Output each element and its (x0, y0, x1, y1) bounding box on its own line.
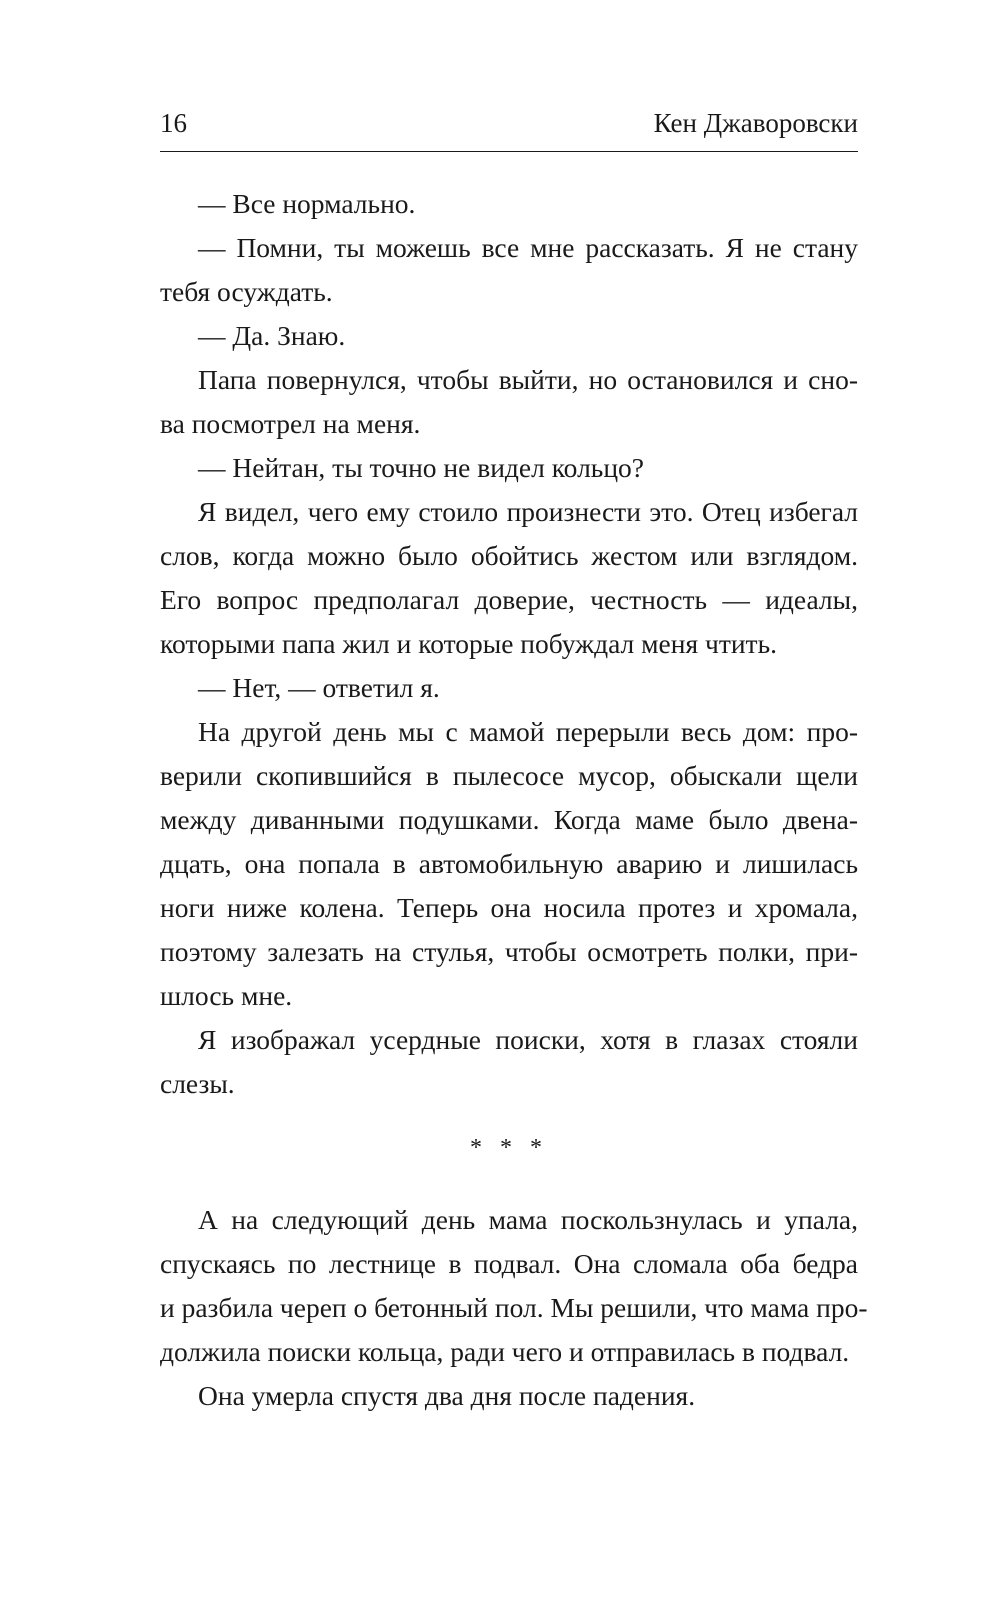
text-line: должила поиски кольца, ради чего и отправилась в подвал. (160, 1336, 850, 1367)
text-line: слезы. (160, 1068, 235, 1099)
book-page (160, 108, 868, 1418)
text-line: Она умерла спустя два дня после падения. (198, 1380, 696, 1411)
text-line: — Все нормально. (198, 188, 416, 219)
paragraph (160, 182, 858, 226)
text-line: шлось мне. (160, 980, 293, 1011)
text-line: Я видел, чего ему стоило произнести это. Отец избегал (198, 496, 858, 527)
paragraph (160, 710, 858, 1018)
paragraph (160, 226, 858, 314)
running-head (160, 110, 858, 152)
paragraph (160, 358, 858, 446)
text-line: ва посмотрел на меня. (160, 408, 421, 439)
text-section-before (160, 182, 858, 1106)
text-line: Папа повернулся, чтобы выйти, но остановился и сно- (198, 364, 858, 395)
paragraph (160, 1018, 858, 1106)
text-line: На другой день мы с мамой перерыли весь дом: про- (198, 716, 858, 747)
text-line: — Нет, — ответил я. (198, 672, 440, 703)
text-line: — Да. Знаю. (198, 320, 346, 351)
text-line: А на следующий день мама поскользнулась и упала, (198, 1204, 858, 1235)
paragraph (160, 1198, 868, 1374)
text-line: спускаясь по лестнице в подвал. Она сломала оба бедра (160, 1248, 858, 1279)
paragraph (160, 1374, 858, 1418)
paragraph (160, 314, 858, 358)
body-text (160, 182, 868, 1418)
text-line: и разбила череп о бетонный пол. Мы решили, что мама про- (160, 1292, 868, 1323)
text-line: тебя осуждать. (160, 276, 333, 307)
text-line: — Помни, ты можешь все мне рассказать. Я не стану (198, 232, 858, 263)
page-number: 16 (160, 108, 187, 138)
text-line: Я изображал усердные поиски, хотя в глазах стояли (198, 1024, 858, 1055)
text-line: Его вопрос предполагал доверие, честность — идеалы, (160, 584, 858, 615)
paragraph (160, 490, 858, 666)
author-name: Кен Джаворовски (653, 108, 858, 138)
text-line: дцать, она попала в автомобильную аварию и лишилась (160, 848, 858, 879)
text-line: которыми папа жил и которые побуждал меня чтить. (160, 628, 777, 659)
text-line: между диванными подушками. Когда маме было двена- (160, 804, 858, 835)
text-section-after (160, 1198, 868, 1418)
paragraph (160, 446, 858, 490)
text-line: поэтому залезать на стулья, чтобы осмотреть полки, при- (160, 936, 858, 967)
text-line: ноги ниже колена. Теперь она носила протез и хромала, (160, 892, 858, 923)
paragraph (160, 666, 858, 710)
section-separator: * * * (470, 1135, 548, 1161)
text-line: верили скопившийся в пылесосе мусор, обыскали щели (160, 760, 858, 791)
text-line: слов, когда можно было обойтись жестом или взглядом. (160, 540, 858, 571)
text-line: — Нейтан, ты точно не видел кольцо? (198, 452, 645, 483)
